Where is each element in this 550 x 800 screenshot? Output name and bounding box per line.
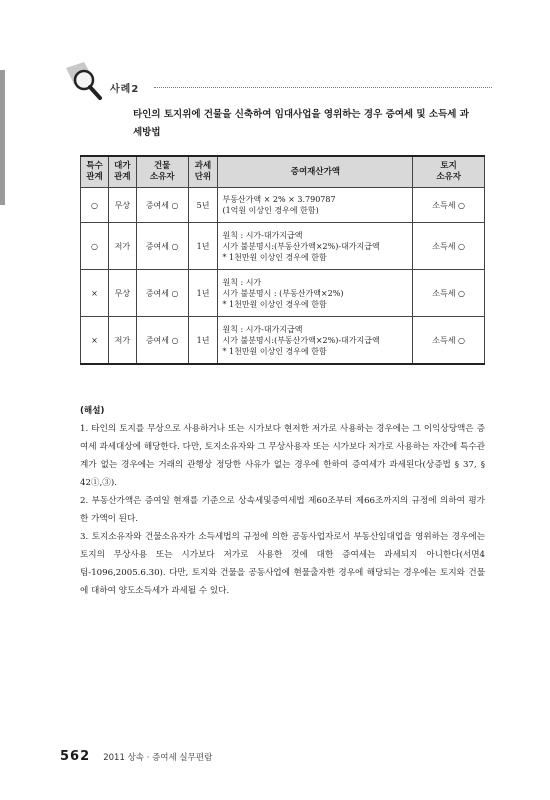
cell-consideration: 무상 xyxy=(108,270,136,317)
gift-value-line: 시가 불분명시:(부동산가액×2%)-대가지급액 xyxy=(222,335,380,345)
cell-building-owner: 증여세 ○ xyxy=(136,317,188,365)
header-gift-value: 증여재산가액 xyxy=(218,156,413,188)
gift-value-line: 원칙 : 시가-대가지급액 xyxy=(222,324,303,334)
cell-consideration: 저가 xyxy=(108,223,136,270)
gift-value-line: * 1천만원 이상인 경우에 한함 xyxy=(222,346,327,356)
cell-gift-value xyxy=(218,188,413,223)
table-row xyxy=(81,188,485,223)
cell-land-owner: 소득세 ○ xyxy=(413,317,485,365)
case-header xyxy=(62,62,492,100)
cell-consideration: 저가 xyxy=(108,317,136,365)
gift-value-line: (1억원 이상인 경우에 한함) xyxy=(222,206,319,215)
cell-tax-unit: 5년 xyxy=(188,188,218,223)
explanation-item: 2. 부동산가액은 증여일 현재를 기준으로 상속세및증여세법 제60조부터 제66조까지의 규정에 의하여 평가한 가액이 된다. xyxy=(80,496,485,524)
case-intro: 타인의 토지위에 건물을 신축하여 임대사업을 영위하는 경우 증여세 및 소득세 과세방법 xyxy=(133,109,469,138)
header-special-relation: 특수 관계 xyxy=(81,156,109,188)
cell-land-owner: 소득세 ○ xyxy=(413,188,485,223)
gift-value-line: 원칙 : 시가 xyxy=(222,277,262,287)
cell-special-relation: ○ xyxy=(81,223,109,270)
magnifier-icon xyxy=(62,62,106,102)
header-land-owner: 토지 소유자 xyxy=(413,156,485,188)
header-consideration: 대가 관계 xyxy=(108,156,136,188)
cell-building-owner: 증여세 ○ xyxy=(136,223,188,270)
table-header-row xyxy=(81,156,485,188)
explanation-title: (해설) xyxy=(80,406,105,416)
gift-value-line: 시가 불분명시:(부동산가액×2%)-대가지급액 xyxy=(222,241,380,251)
table-row xyxy=(81,317,485,365)
gift-value-line: 원칙 : 시가-대가지급액 xyxy=(222,230,303,240)
cell-special-relation: × xyxy=(81,317,109,365)
cell-special-relation: × xyxy=(81,270,109,317)
cell-tax-unit: 1년 xyxy=(188,317,218,365)
header-divider xyxy=(154,87,492,88)
gift-value-line: 시가 불분명시 : (부동산가액×2%) xyxy=(222,288,344,298)
cell-tax-unit: 1년 xyxy=(188,223,218,270)
cell-land-owner: 소득세 ○ xyxy=(413,223,485,270)
case-label: 사례2 xyxy=(110,84,140,95)
page-number: 562 xyxy=(60,749,91,764)
cell-consideration: 무상 xyxy=(108,188,136,223)
book-title: 2011 상속 · 증여세 실무편람 xyxy=(103,753,213,763)
gift-value-line: 부동산가액 × 2% × 3.790787 xyxy=(222,195,336,204)
table-row xyxy=(81,223,485,270)
cell-special-relation: ○ xyxy=(81,188,109,223)
explanation-item: 3. 토지소유자와 건물소유자가 소득세법의 규정에 의한 공동사업자로서 부동산임대업을 영위하는 경우에는 토지의 무상사용 또는 시가보다 저가로 사용한 것에 대한 증여세는 과세되지 아니한다(서면4팀-1096,2005.6.30). 다만, 토지와 건물을 공동사업에 현물출자한 경우에 해당되는 경우에는 토지와 건물에 대하여 양도소득세가 과세될 수 있다. xyxy=(80,532,485,596)
header-building-owner: 건물 소유자 xyxy=(136,156,188,188)
gift-value-line: * 1천만원 이상인 경우에 한함 xyxy=(222,299,327,309)
cell-gift-value xyxy=(218,270,413,317)
header-tax-unit: 과세 단위 xyxy=(188,156,218,188)
cell-gift-value xyxy=(218,223,413,270)
cell-building-owner: 증여세 ○ xyxy=(136,188,188,223)
cell-building-owner: 증여세 ○ xyxy=(136,270,188,317)
side-tab-bar xyxy=(0,70,5,205)
explanation-section xyxy=(80,402,485,600)
explanation-item: 1. 타인의 토지를 무상으로 사용하거나 또는 시가보다 현저한 저가로 사용하는 경우에는 그 이익상당액은 증여세 과세대상에 해당한다. 다만, 토지소유자와 그 무상사용자 또는 시가보다 저가로 사용하는 자간에 특수관계가 없는 경우에는 거래의 관행상 정당한 사유가 없는 경우에 한하여 증여세가 과세된다(상증법 § 37, § 42①,③). xyxy=(80,424,485,488)
page-footer xyxy=(60,745,212,764)
table-row xyxy=(81,270,485,317)
cell-land-owner: 소득세 ○ xyxy=(413,270,485,317)
cell-gift-value xyxy=(218,317,413,365)
gift-value-line: * 1천만원 이상인 경우에 한함 xyxy=(222,252,327,262)
cell-tax-unit: 1년 xyxy=(188,270,218,317)
gift-tax-table xyxy=(80,155,485,365)
